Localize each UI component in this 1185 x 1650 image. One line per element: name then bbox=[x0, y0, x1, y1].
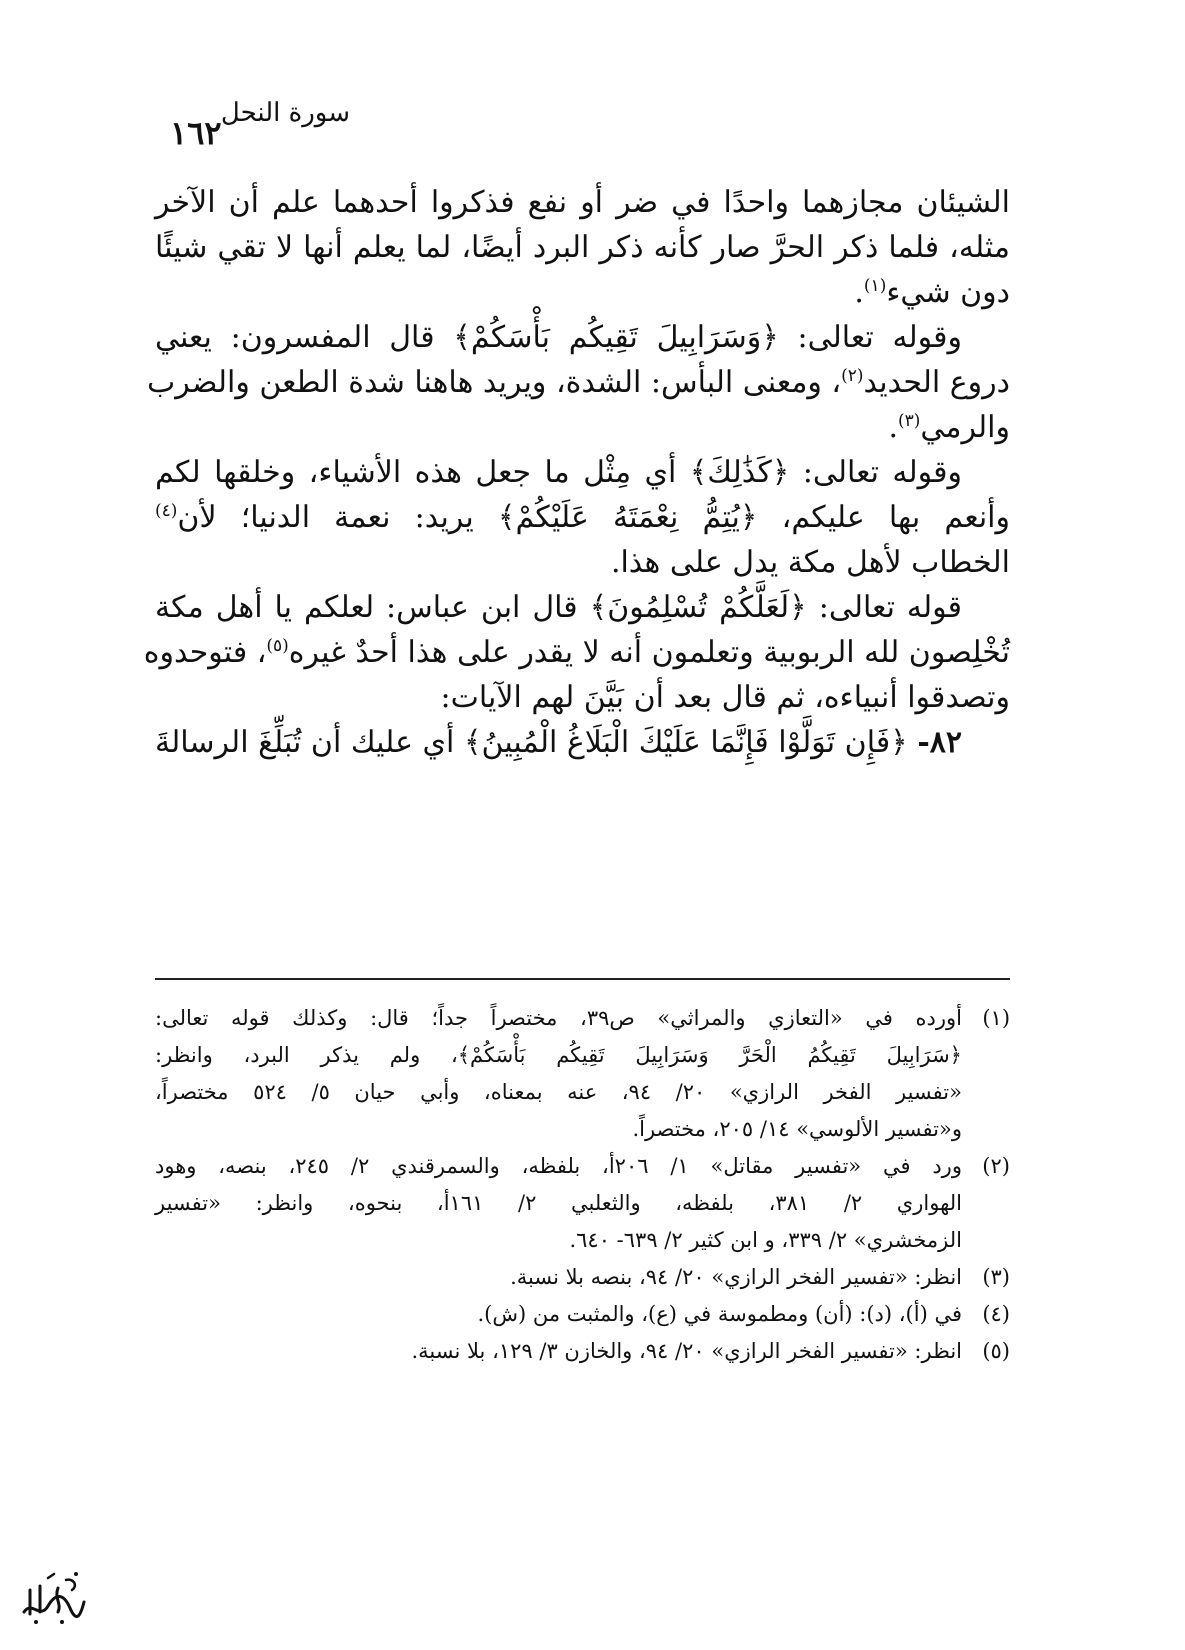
text-segment: وقوله تعالى: bbox=[802, 455, 962, 490]
footnote-divider bbox=[155, 978, 1010, 980]
text-line bbox=[143, 630, 1010, 675]
footnote-ref[interactable]: (٣) bbox=[897, 411, 921, 431]
quran-quote: ﴿لَعَلَّكُمْ تُسْلِمُونَ﴾ bbox=[589, 590, 807, 625]
text-line bbox=[155, 315, 1010, 360]
text-segment: أي عليك أن تُبَلِّغَ الرسالةَ bbox=[155, 725, 455, 760]
text-line bbox=[155, 585, 1010, 630]
quran-quote: ﴿وَسَرَابِيلَ تَقِيكُم بَأْسَكُمْ﴾ bbox=[453, 320, 779, 355]
footnote-item bbox=[155, 1259, 1010, 1296]
footnote-text: أورده في «التعازي والمراثي» ص٣٩، مختصراً جداً؛ قال: وكذلك قوله تعالى: bbox=[155, 1006, 963, 1030]
footnotes bbox=[155, 1000, 1010, 1370]
footnote-ref[interactable]: (٤) bbox=[155, 501, 178, 521]
footnote-text: انظر: «تفسير الفخر الرازي» ٢٠/ ٩٤، والخازن ٣/ ١٢٩، بلا نسبة. bbox=[411, 1339, 962, 1363]
footnote-text: ورد في «تفسير مقاتل» ١/ ٢٠٦أ، بلفظه، والسمرقندي ٢/ ٢٤٥، بنصه، وهود bbox=[155, 1154, 962, 1178]
footnote-line: «تفسير الفخر الرازي» ٢٠/ ٩٤، عنه بمعناه، وأبي حيان ٥/ ٥٢٤ مختصراً، bbox=[155, 1080, 962, 1104]
footnote-text: في (أ)، (د): (أن) ومطموسة في (ع)، والمثبت من (ش). bbox=[477, 1302, 962, 1326]
end-dot: . bbox=[888, 410, 898, 445]
text-line bbox=[155, 495, 1010, 540]
text-segment: قوله تعالى: bbox=[818, 590, 962, 625]
page-header bbox=[0, 92, 1185, 152]
text-segment: أي مِثْل ما جعل هذه الأشياء، وخلقها لكم bbox=[155, 455, 677, 490]
footnote-number: (٥) bbox=[982, 1339, 1010, 1363]
footnote-line: و«تفسير الألوسي» ١٤/ ٢٠٥، مختصراً. bbox=[632, 1117, 962, 1141]
quran-quote: ﴿فَإِن تَوَلَّوْا فَإِنَّمَا عَلَيْكَ الْبَلَاغُ الْمُبِينُ﴾ bbox=[463, 725, 908, 760]
text-segment: يريد: نعمة الدنيا؛ لأن bbox=[177, 500, 474, 535]
footnote-line: ﴿سَرَابِيلَ تَقِيكُمُ الْحَرَّ وَسَرَابِيلَ تَقِيكُم بَأْسَكُمْ﴾، ولم يذكر البرد، وانظر: bbox=[155, 1043, 962, 1067]
text-segment: والرمي bbox=[920, 410, 1010, 445]
footnote-line: الزمخشري» ٢/ ٣٣٩، و ابن كثير ٢/ ٦٣٩- ٦٤٠. bbox=[569, 1228, 962, 1252]
text-segment: ، فتوحدوه bbox=[143, 635, 267, 670]
text-segment: قال المفسرون: يعني bbox=[155, 320, 435, 355]
text-line bbox=[155, 405, 1010, 450]
footnote-text: انظر: «تفسير الفخر الرازي» ٢٠/ ٩٤، بنصه بلا نسبة. bbox=[510, 1265, 962, 1289]
footnote-line: الهواري ٢/ ٣٨١، بلفظه، والثعلبي ٢/ ١٦١أ، بنحوه، وانظر: «تفسير bbox=[155, 1191, 962, 1215]
footnote-item bbox=[155, 1333, 1010, 1370]
text-segment: وقوله تعالى: bbox=[797, 320, 963, 355]
text-line: مثله، فلما ذكر الحرَّ صار كأنه ذكر البرد أيضًا، لما يعلم أنها لا تقي شيئًا bbox=[155, 230, 1010, 265]
text-segment: وأنعم بها عليكم، bbox=[781, 500, 1010, 535]
text-line bbox=[147, 360, 1010, 405]
footnote-number: (٤) bbox=[982, 1302, 1010, 1326]
footnote-ref[interactable]: (١) bbox=[863, 276, 887, 296]
page-number: ١٦٢ bbox=[170, 114, 222, 152]
footnote-number: (٣) bbox=[982, 1265, 1010, 1289]
quran-quote: ﴿كَذَٰلِكَ﴾ bbox=[689, 455, 790, 490]
text-line bbox=[155, 450, 1010, 495]
footnote-item bbox=[155, 1000, 1010, 1037]
text-segment: تُخْلِصون لله الربوبية وتعلمون أنه لا يقدر على هذا أحدٌ غيره bbox=[288, 635, 1010, 670]
footnote-item bbox=[155, 1148, 1010, 1185]
publisher-logo bbox=[18, 1560, 88, 1630]
text-line: وتصدقوا أنبياءه، ثم قال بعد أن بَيَّنَ لهم الآيات: bbox=[440, 680, 1010, 715]
quran-quote: ﴿يُتِمُّ نِعْمَتَهُ عَلَيْكُمْ﴾ bbox=[497, 500, 758, 535]
footnote-ref[interactable]: (٢) bbox=[841, 366, 864, 386]
text-line bbox=[155, 720, 1010, 765]
running-title: سورة النحل bbox=[220, 98, 350, 128]
footnote-number: (١) bbox=[982, 1006, 1011, 1030]
text-segment: دروع الحديد bbox=[863, 365, 1010, 400]
main-text bbox=[143, 180, 1010, 765]
text-segment: دون شيء bbox=[886, 275, 1010, 310]
text-line: الشيئان مجازهما واحدًا في ضر أو نفع فذكروا أحدهما علم أن الآخر bbox=[155, 185, 1010, 220]
footnote-number: (٢) bbox=[982, 1154, 1010, 1178]
verse-number: ٨٢- bbox=[917, 725, 963, 760]
end-dot: . bbox=[854, 275, 864, 310]
text-segment: ، ومعنى البأس: الشدة، ويريد هاهنا شدة الطعن والضرب bbox=[147, 365, 842, 400]
footnote-item bbox=[155, 1296, 1010, 1333]
text-line: الخطاب لأهل مكة يدل على هذا. bbox=[610, 545, 1010, 580]
text-line bbox=[155, 270, 1010, 315]
footnote-ref[interactable]: (٥) bbox=[266, 636, 289, 656]
text-segment: قال ابن عباس: لعلكم يا أهل مكة bbox=[155, 590, 578, 625]
